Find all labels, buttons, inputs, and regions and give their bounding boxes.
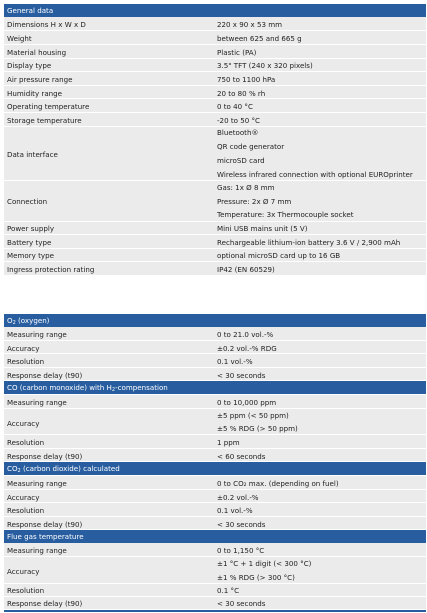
row-label: Battery type xyxy=(7,238,52,247)
row-label: Weight xyxy=(7,34,32,43)
row-label: Air pressure range xyxy=(7,75,73,84)
row-value: 750 to 1100 hPa xyxy=(217,75,276,84)
table-row xyxy=(4,584,426,597)
value-line: Pressure: 2x Ø 7 mm xyxy=(217,197,292,206)
row-value: 3.5" TFT (240 x 320 pixels) xyxy=(217,61,313,70)
table-row xyxy=(4,113,426,127)
row-label: Measuring range xyxy=(7,479,67,488)
row-label: Response delay (t90) xyxy=(7,452,83,461)
table-row xyxy=(4,490,426,503)
table-row xyxy=(4,249,426,262)
row-label: Response delay (t90) xyxy=(7,371,83,380)
table-row xyxy=(4,262,426,276)
row-value: < 30 seconds xyxy=(217,599,266,608)
row-value: Rechargeable lithium-ion battery 3.6 V / 2,900 mAh xyxy=(217,238,401,247)
row-value: < 60 seconds xyxy=(217,452,266,461)
row-value: ±0.2 vol.-% RDG xyxy=(217,344,277,353)
table-row xyxy=(4,409,426,435)
table-bottom-rule xyxy=(4,610,426,612)
value-line: Gas: 1x Ø 8 mm xyxy=(217,183,275,192)
table-row xyxy=(4,597,426,610)
row-value: 1 ppm xyxy=(217,438,240,447)
table-row xyxy=(4,45,426,59)
table-row xyxy=(4,327,426,341)
row-value: 0.1 °C xyxy=(217,586,240,595)
row-value: optional microSD card up to 16 GB xyxy=(217,251,341,260)
table-row xyxy=(4,72,426,86)
value-line: Temperature: 3x Thermocouple socket xyxy=(217,210,354,219)
value-line: ±5 ppm (< 50 ppm) xyxy=(217,411,289,420)
row-label: Resolution xyxy=(7,357,45,366)
row-value: 20 to 80 % rh xyxy=(217,89,266,98)
section-title: General data xyxy=(7,6,54,15)
value-line: microSD card xyxy=(217,156,265,165)
table-row xyxy=(4,181,426,222)
row-label: Accuracy xyxy=(7,419,40,428)
table-row xyxy=(4,368,426,381)
row-label: Accuracy xyxy=(7,567,40,576)
table-row xyxy=(4,86,426,99)
section-header-carbon-dioxide xyxy=(4,462,426,475)
table-row xyxy=(4,476,426,490)
row-value: < 30 seconds xyxy=(217,371,266,380)
row-label: Resolution xyxy=(7,586,45,595)
row-value: 0 to 21.0 vol.-% xyxy=(217,330,274,339)
value-line: Bluetooth® xyxy=(217,128,259,137)
row-value: -20 to 50 °C xyxy=(217,116,260,125)
row-label: Data interface xyxy=(7,150,58,159)
table-row xyxy=(4,222,426,235)
table-row xyxy=(4,31,426,45)
row-label: Operating temperature xyxy=(7,102,90,111)
row-value: < 30 seconds xyxy=(217,520,266,529)
row-value: 0 to 1,150 °C xyxy=(217,546,265,555)
value-line: ±1 % RDG (> 300 °C) xyxy=(217,573,295,582)
row-label: Power supply xyxy=(7,224,55,233)
row-label: Dimensions H x W x D xyxy=(7,20,86,29)
row-label: Storage temperature xyxy=(7,116,82,125)
section-header-general xyxy=(4,4,426,17)
row-label: Response delay (t90) xyxy=(7,599,83,608)
table-row xyxy=(4,449,426,462)
section-header-oxygen xyxy=(4,314,426,327)
row-value: ±0.2 vol.-% xyxy=(217,493,259,502)
table-row xyxy=(4,235,426,249)
section-title: Flue gas temperature xyxy=(7,532,84,541)
row-label: Response delay (t90) xyxy=(7,520,83,529)
row-label: Display type xyxy=(7,61,52,70)
row-value: 0.1 vol.-% xyxy=(217,357,253,366)
section-header-flue-gas-temperature xyxy=(4,530,426,543)
table-row xyxy=(4,543,426,557)
table-row xyxy=(4,503,426,517)
table-row xyxy=(4,517,426,530)
row-label: Accuracy xyxy=(7,344,40,353)
row-value: 0 to CO₂ max. (depending on fuel) xyxy=(217,479,339,488)
row-value: IP42 (EN 60529) xyxy=(217,265,275,274)
row-label: Measuring range xyxy=(7,546,67,555)
row-label: Resolution xyxy=(7,506,45,515)
value-line: QR code generator xyxy=(217,142,285,151)
row-label: Material housing xyxy=(7,48,67,57)
section-title: $O_2$ (oxygen) xyxy=(7,316,50,326)
row-label: Humidity range xyxy=(7,89,63,98)
section-title: $CO_2$ (carbon dioxide) calculated xyxy=(7,464,120,474)
row-value: between 625 and 665 g xyxy=(217,34,302,43)
row-value: 220 x 90 x 53 mm xyxy=(217,20,283,29)
row-label: Ingress protection rating xyxy=(7,265,95,274)
row-label: Connection xyxy=(7,197,48,206)
row-label: Measuring range xyxy=(7,330,67,339)
table-row xyxy=(4,99,426,113)
table-row xyxy=(4,341,426,354)
row-label: Memory type xyxy=(7,251,54,260)
row-value: Plastic (PA) xyxy=(217,48,257,57)
row-value: 0 to 40 °C xyxy=(217,102,253,111)
table-row xyxy=(4,435,426,449)
section-header-carbon-monoxide xyxy=(4,381,426,394)
value-line: ±5 % RDG (> 50 ppm) xyxy=(217,424,298,433)
row-label: Resolution xyxy=(7,438,45,447)
row-label: Accuracy xyxy=(7,493,40,502)
row-value: 0.1 vol.-% xyxy=(217,506,253,515)
table-row xyxy=(4,354,426,368)
table-row xyxy=(4,59,426,72)
value-line: ±1 °C + 1 digit (< 300 °C) xyxy=(217,559,312,568)
table-row xyxy=(4,557,426,584)
table-row xyxy=(4,127,426,181)
row-value: 0 to 10,000 ppm xyxy=(217,398,277,407)
table-row xyxy=(4,395,426,409)
section-title: CO (carbon monoxide) with $H_2$-compensation xyxy=(7,383,168,393)
row-label: Measuring range xyxy=(7,398,67,407)
row-value: Mini USB mains unit (5 V) xyxy=(217,224,308,233)
value-line: Wireless infrared connection with optional EUROprinter xyxy=(217,170,413,179)
table-row xyxy=(4,17,426,31)
